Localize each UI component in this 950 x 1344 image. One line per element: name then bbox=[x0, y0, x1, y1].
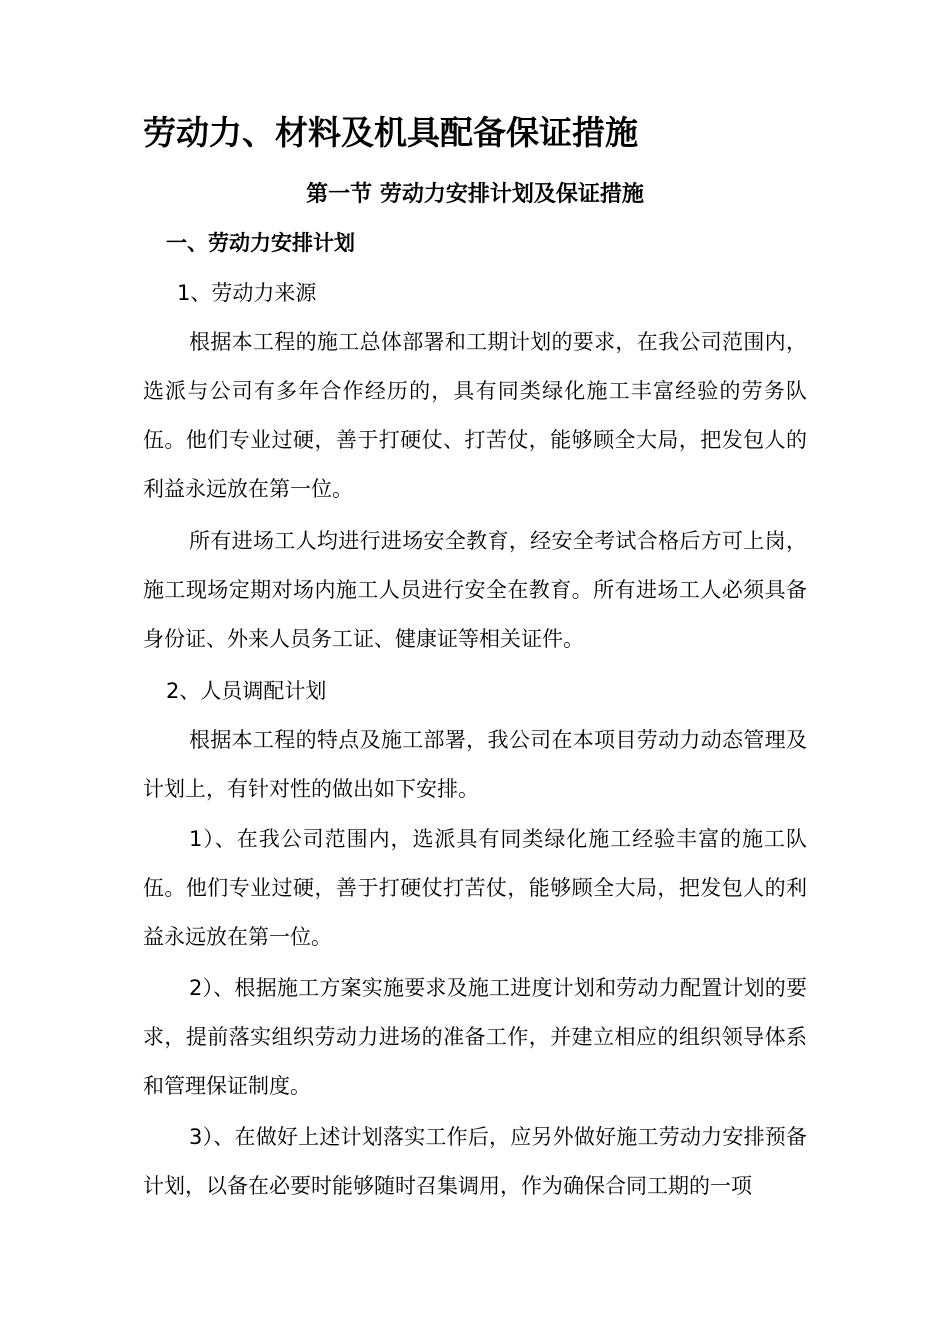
paragraph-labor-source: 根据本工程的施工总体部署和工期计划的要求，在我公司范围内，选派与公司有多年合作经历的，具有同类绿化施工丰富经验的劳务队伍。他们专业过硬，善于打硬仗、打苦仗，能够顾全大局，把发包人的利益永远放在第一位。 bbox=[143, 330, 807, 501]
paragraph-allocation-intro: 根据本工程的特点及施工部署，我公司在本项目劳动力动态管理及计划上，有针对性的做出如下安排。 bbox=[143, 728, 807, 801]
paragraph-safety-education: 所有进场工人均进行进场安全教育，经安全考试合格后方可上岗，施工现场定期对场内施工人员进行安全在教育。所有进场工人必须具备身份证、外来人员务工证、健康证等相关证件。 bbox=[143, 529, 807, 651]
paragraph-item-3: 3）、在做好上述计划落实工作后，应另外做好施工劳动力安排预备计划，以备在必要时能够随时召集调用，作为确保合同工期的一项 bbox=[143, 1125, 807, 1198]
heading-labor-plan: 一、劳动力安排计划 bbox=[166, 231, 355, 255]
document-title: 劳动力、材料及机具配备保证措施 bbox=[143, 113, 638, 152]
subheading-labor-source: 1、劳动力来源 bbox=[177, 281, 317, 305]
paragraph-item-2: 2）、根据施工方案实施要求及施工进度计划和劳动力配置计划的要求，提前落实组织劳动力进场的准备工作，并建立相应的组织领导体系和管理保证制度。 bbox=[143, 976, 807, 1098]
paragraph-item-1: 1）、在我公司范围内，选派具有同类绿化施工经验丰富的施工队伍。他们专业过硬，善于打硬仗打苦仗，能够顾全大局，把发包人的利益永远放在第一位。 bbox=[143, 827, 807, 949]
subheading-staff-allocation: 2、人员调配计划 bbox=[166, 679, 327, 703]
section-title: 第一节 劳动力安排计划及保证措施 bbox=[306, 182, 644, 207]
